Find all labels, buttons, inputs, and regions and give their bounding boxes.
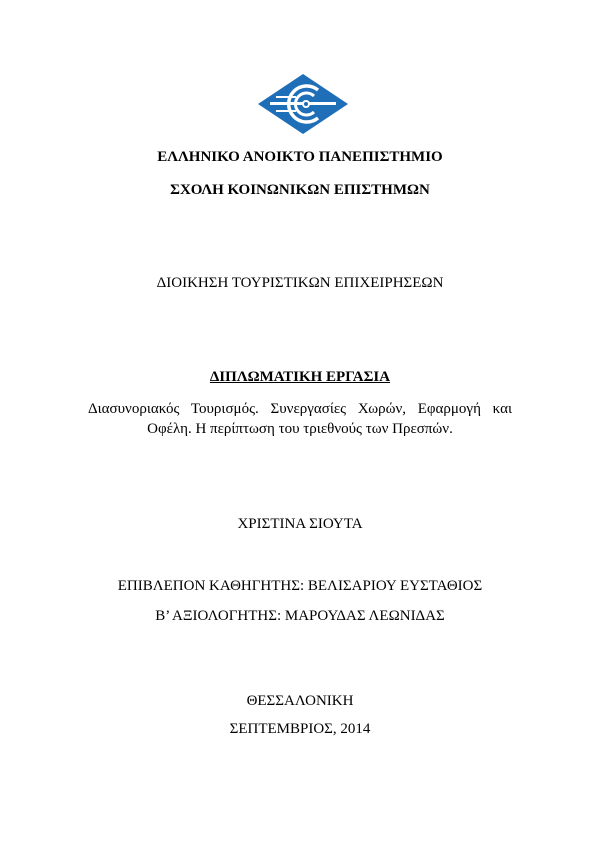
date: ΣΕΠΤΕΜΒΡΙΟΣ, 2014	[229, 721, 371, 737]
thesis-type-heading: ΔΙΠΛΩΜΑΤΙΚΗ ΕΡΓΑΣΙΑ	[209, 369, 391, 385]
author-name: ΧΡΙΣΤΙΝΑ ΣΙΟΥΤΑ	[237, 516, 363, 532]
school-name: ΣΧΟΛΗ ΚΟΙΝΩΝΙΚΩΝ ΕΠΙΣΤΗΜΩΝ	[170, 182, 430, 198]
second-reviewer-line: Β’ ΑΞΙΟΛΟΓΗΤΗΣ: ΜΑΡΟΥΔΑΣ ΛΕΩΝΙΔΑΣ	[155, 608, 445, 624]
thesis-title: Διασυνοριακός Τουρισμός. Συνεργασίες Χωρών, Εφαρμογή και Οφέλη. Η περίπτωση του τριεθνούς των Πρεσπών.	[88, 401, 512, 437]
city: ΘΕΣΣΑΛΟΝΙΚΗ	[246, 693, 354, 709]
program-name: ΔΙΟΙΚΗΣΗ ΤΟΥΡΙΣΤΙΚΩΝ ΕΠΙΧΕΙΡΗΣΕΩΝ	[156, 275, 444, 291]
supervisor-line: ΕΠΙΒΛΕΠΟΝ ΚΑΘΗΓΗΤΗΣ: ΒΕΛΙΣΑΡΙΟΥ ΕΥΣΤΑΘΙΟΣ	[117, 578, 483, 594]
university-name: ΕΛΛΗΝΙΚΟ ΑΝΟΙΚΤΟ ΠΑΝΕΠΙΣΤΗΜΙΟ	[157, 149, 443, 165]
university-logo-icon	[256, 72, 350, 136]
